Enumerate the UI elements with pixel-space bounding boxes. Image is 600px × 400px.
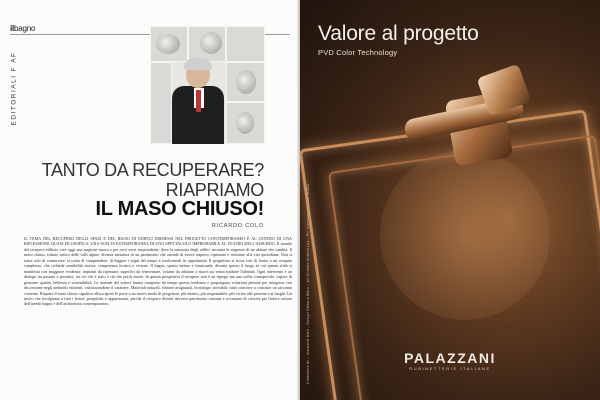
ad-subtitle: PVD Color Technology	[318, 48, 398, 57]
shell-image	[200, 32, 222, 54]
magazine-logo-rest: bagno	[14, 24, 36, 33]
section-label: EDITORIALI F AF	[10, 51, 18, 126]
brand-logo: PALAZZANI	[404, 350, 496, 366]
person-hair	[184, 58, 212, 70]
brand-tagline: RUBINETTERIE ITALIANE	[409, 366, 491, 371]
headline-line-3: IL MASO CHIUSO!	[95, 198, 264, 220]
ad-credits: Collezione Ali – Industrial Bath – Design Stefano Maro – Art Director Andrea Lux – Ph. Domenico Simone Studio	[306, 183, 310, 384]
byline: RICARDO COLO	[211, 223, 264, 229]
magazine-logo	[10, 24, 35, 33]
shell-image	[156, 34, 180, 54]
headline-line-1: TANTO DA RECUPERARE?	[41, 160, 264, 180]
advertisement-page	[300, 0, 600, 400]
editorial-photo	[150, 26, 265, 144]
shell-image	[236, 112, 254, 134]
photo-tile	[150, 62, 172, 144]
article-body: IL TEMA DEL RECUPERO DEGLI SPAZI E DEL RIUSO DI EDIFICI DISMESSI NEL PROGETTO CONTEMPORANEO È AL CENTRO DI UNA RIFLESSIONE QUASI FILOSOFICA: UNA SCELTA ESTEMPORANEA DI UNO SPETTACOLO IMPROBABILE AL TEATRO DELL'ASSURDO. Il mondo del recupero edilizio vive oggi una stagione nuova e per certi versi sorprendente, dove la memoria degli edifici incontra le esigenze di un abitare che cambia. Il maso chiuso, istituto antico delle valli alpine, diventa metafora di un patrimonio che attende di essere riaperto, ripensato e restituito alla vita quotidiana. Non si tratta solo di conservare: si tratta di comprendere, di leggere i segni del tempo e trasformarli in opportunità. Il progettista si trova così di fronte a un compito complesso, che richiede sensibilità storica, competenza tecnica e visione. Il bagno, spazio intimo e funzionale, diventa spesso il luogo in cui questa sfida si manifesta con maggiore evidenza: impianti da ripensare, superfici da reinventare, volumi da adattare a nuovi usi senza tradirne l'identità. Ogni intervento è un dialogo tra passato e presente, tra ciò che è stato e ciò che potrà essere. In questa prospettiva il recupero non è un ripiego ma una scelta consapevole, capace di generare qualità, bellezza e sostenibilità. Le aziende del settore hanno compreso da tempo questa tendenza e propongono soluzioni pensate per integrarsi con discrezione negli ambienti esistenti, valorizzandone il carattere. Materiali naturali, finiture artigianali, tecnologie invisibili: tutto concorre a costruire un racconto coerente. Riaprire il maso chiuso significa allora aprire le porte a un nuovo modo di progettare, più attento, più responsabile, più vicino alle persone e ai luoghi. Un invito che rivolgiamo a tutti i lettori, progettisti e appassionati, perché il recupero diventi davvero patrimonio comune e occasione di crescita per l'intero settore dell'arredo bagno e dell'architettura contemporanea.	[24, 236, 292, 307]
headline-line-2: RIAPRIAMO	[165, 180, 264, 200]
shell-image	[236, 70, 256, 94]
ad-title: Valore al progetto	[318, 22, 479, 45]
person-tie	[196, 90, 201, 112]
magazine-logo-bold: il	[10, 24, 15, 33]
photo-tile	[226, 26, 265, 62]
